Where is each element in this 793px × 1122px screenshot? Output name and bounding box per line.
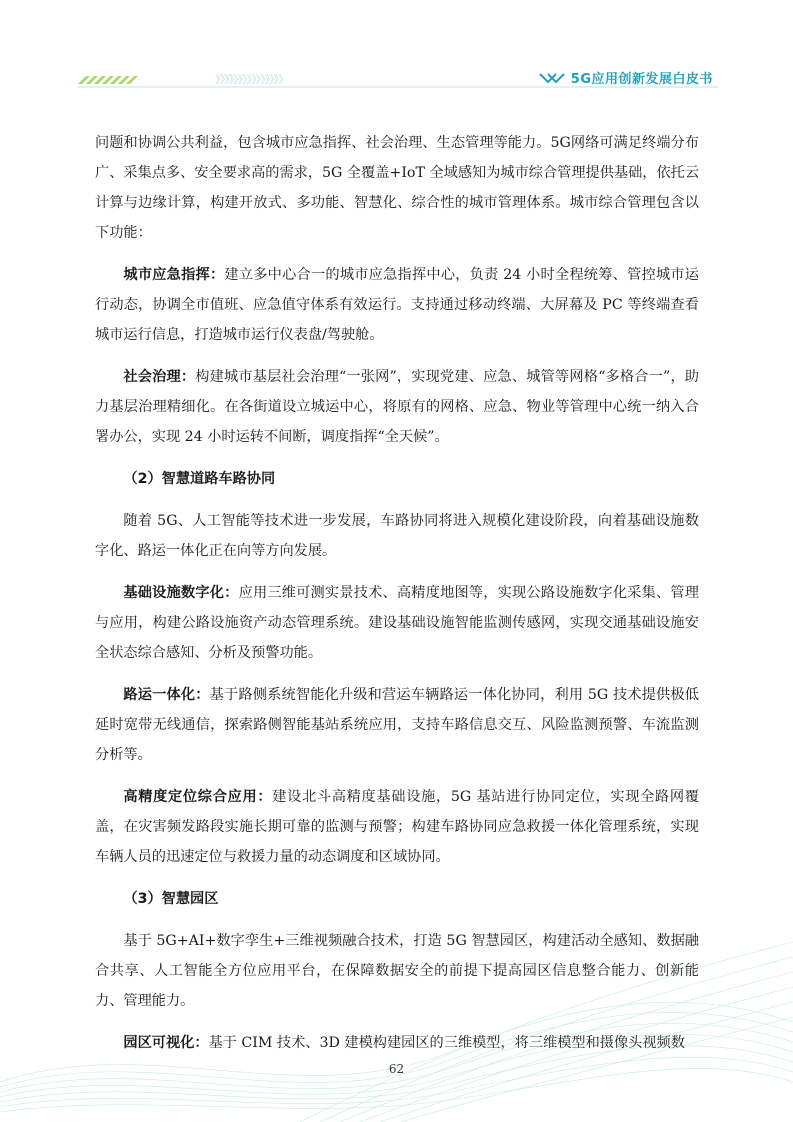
paragraph-positioning: 高精度定位综合应用：建设北斗高精度基础设施，5G 基站进行协同定位，实现全路网覆盖，在灾害频发路段实施长期可靠的监测与预警；构建车路协同应急救援一体化管理系统，实现车辆人员的迅速定位与救援力量的动态调度和区域协同。 (95, 789, 699, 865)
page-number: 62 (388, 1062, 405, 1076)
header-title: 5G应用创新发展白皮书 (570, 72, 713, 87)
paragraph-park-visualization: 园区可视化：基于 CIM 技术、3D 建模构建园区的三维模型，将三维模型和摄像头视频数 (123, 1035, 685, 1051)
section-heading-smart-park: （3）智慧园区 (123, 891, 219, 907)
header-chevrons: 》》》》》》》》》》》》》》》 (215, 73, 288, 86)
term-label: 基础设施数字化： (123, 585, 239, 601)
term-label: 城市应急指挥： (123, 267, 225, 283)
term-label: 高精度定位综合应用： (123, 789, 273, 805)
paragraph-social-governance: 社会治理：构建城市基层社会治理“一张网”，实现党建、应急、城管等网格“多格合一”，助力基层治理精细化。在各街道设立城运中心，将原有的网格、应急、物业等管理中心统一纳入合署办公，实现 24 小时运转不间断，调度指挥“全天候”。 (95, 369, 699, 445)
page-header (0, 0, 793, 100)
footer-wave-decoration (0, 882, 793, 1122)
paragraph-intro: 问题和协调公共利益，包含城市应急指挥、社会治理、生态管理等能力。5G网络可满足终端分布广、采集点多、安全要求高的需求，5G 全覆盖+IoT 全域感知为城市综合管理提供基础，依托云计算与边缘计算，构建开放式、多功能、智慧化、综合性的城市管理体系。城市综合管理包含以下功能： (95, 135, 700, 241)
term-label: 社会治理： (123, 369, 196, 385)
paragraph-infrastructure-digital: 基础设施数字化：应用三维可测实景技术、高精度地图等，实现公路设施数字化采集、管理与应用，构建公路设施资产动态管理系统。建设基础设施智能监测传感网，实现交通基础设施安全状态综合感知、分析及预警功能。 (95, 585, 699, 661)
stripe-pattern (78, 76, 138, 84)
paragraph-road-intro: 随着 5G、人工智能等技术进一步发展，车路协同将进入规模化建设阶段，向着基础设施数字化、路运一体化正在向等方向发展。 (95, 513, 699, 559)
paragraph-park-intro: 基于 5G+AI+数字孪生+三维视频融合技术，打造 5G 智慧园区，构建活动全感知、数据融合共享、人工智能全方位应用平台，在保障数据安全的前提下提高园区信息整合能力、创新能力、管理能力。 (95, 933, 699, 1009)
term-label: 园区可视化： (123, 1035, 209, 1051)
term-label: 路运一体化： (123, 687, 210, 703)
paragraph-city-emergency: 城市应急指挥：建立多中心合一的城市应急指挥中心，负责 24 小时全程统筹、管控城市运行动态，协调全市值班、应急值守体系有效运行。支持通过移动终端、大屏幕及 PC 等终端查看城市运行信息，打造城市运行仪表盘/驾驶舱。 (95, 267, 699, 343)
paragraph-road-transport: 路运一体化：基于路侧系统智能化升级和营运车辆路运一体化协同，利用 5G 技术提供极低延时宽带无线通信，探索路侧智能基站系统应用，支持车路信息交互、风险监测预警、车流监测分析等。 (95, 687, 699, 763)
section-heading-smart-road: （2）智慧道路车路协同 (123, 471, 276, 487)
